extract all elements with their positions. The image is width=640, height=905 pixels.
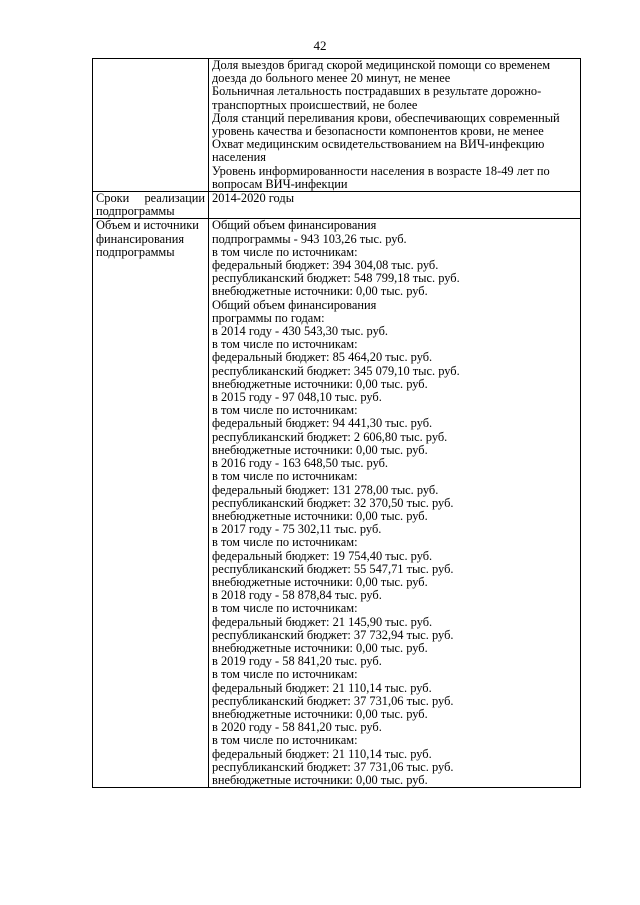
text-line: внебюджетные источники: 0,00 тыс. руб. (212, 442, 428, 457)
text-line: в 2019 году - 58 841,20 тыс. руб. (212, 654, 382, 669)
text-line: республиканский бюджет: 32 370,50 тыс. руб. (212, 495, 454, 510)
row-content-cell (209, 219, 581, 788)
text-line: Больничная летальность пострадавших в результате дорожно- (212, 84, 542, 99)
text-line: 2014-2020 годы (212, 191, 295, 206)
text-line: республиканский бюджет: 548 799,18 тыс. руб. (212, 271, 460, 286)
text-line: Общий объем финансирования (212, 218, 377, 233)
text-line: федеральный бюджет: 131 278,00 тыс. руб. (212, 482, 439, 497)
text-line: внебюджетные источники: 0,00 тыс. руб. (212, 376, 428, 391)
text-line: вопросам ВИЧ-инфекции (212, 176, 348, 191)
text-line: транспортных происшествий, не более (212, 97, 418, 112)
text-line: подпрограммы - 943 103,26 тыс. руб. (212, 231, 407, 246)
row-label-cell (93, 59, 209, 192)
table-row-funding (93, 219, 581, 788)
text-line: подпрограммы (96, 204, 175, 219)
text-line: федеральный бюджет: 19 754,40 тыс. руб. (212, 548, 433, 563)
text-line: Уровень информированности населения в возрасте 18-49 лет по (212, 163, 550, 178)
text-line: республиканский бюджет: 37 731,06 тыс. руб. (212, 759, 454, 774)
text-line: республиканский бюджет: 37 732,94 тыс. руб. (212, 627, 454, 642)
text-line: в том числе по источникам: (212, 244, 358, 259)
text-line: федеральный бюджет: 21 145,90 тыс. руб. (212, 614, 433, 629)
text-line: республиканский бюджет: 345 079,10 тыс. руб. (212, 363, 460, 378)
text-line: в 2020 году - 58 841,20 тыс. руб. (212, 720, 382, 735)
text-line: в том числе по источникам: (212, 535, 358, 550)
text-line: внебюджетные источники: 0,00 тыс. руб. (212, 508, 428, 523)
text-line: в 2016 году - 163 648,50 тыс. руб. (212, 456, 389, 471)
text-line: федеральный бюджет: 21 110,14 тыс. руб. (212, 680, 432, 695)
text-line: в том числе по источникам: (212, 403, 358, 418)
text-line: внебюджетные источники: 0,00 тыс. руб. (212, 640, 428, 655)
text-line: в том числе по источникам: (212, 667, 358, 682)
text-line: в том числе по источникам: (212, 337, 358, 352)
text-line: республиканский бюджет: 2 606,80 тыс. руб. (212, 429, 448, 444)
text-line: федеральный бюджет: 21 110,14 тыс. руб. (212, 746, 432, 761)
text-line: в 2017 году - 75 302,11 тыс. руб. (212, 522, 382, 537)
text-line: в 2014 году - 430 543,30 тыс. руб. (212, 324, 389, 339)
text-line: в том числе по источникам: (212, 733, 358, 748)
table-row-timeframe (93, 192, 581, 219)
subprogram-passport-table (92, 58, 581, 788)
text-line: доезда до больного менее 20 минут, не менее (212, 71, 451, 86)
row-label-cell (93, 219, 209, 788)
row-content-cell (209, 192, 581, 219)
text-line: Объем и источники (96, 218, 199, 233)
text-line: в 2018 году - 58 878,84 тыс. руб. (212, 588, 382, 603)
text-line: в том числе по источникам: (212, 469, 358, 484)
text-line: республиканский бюджет: 37 731,06 тыс. руб. (212, 693, 454, 708)
table-row-indicators (93, 59, 581, 192)
row-label-cell (93, 192, 209, 219)
text-line: федеральный бюджет: 94 441,30 тыс. руб. (212, 416, 433, 431)
text-line: республиканский бюджет: 55 547,71 тыс. руб. (212, 561, 454, 576)
label-word: реализации (144, 191, 205, 206)
label-lines (96, 205, 205, 218)
text-line: уровень качества и безопасности компонентов крови, не менее (212, 124, 544, 139)
text-line: федеральный бюджет: 85 464,20 тыс. руб. (212, 350, 433, 365)
text-line: Доля выездов бригад скорой медицинской помощи со временем (212, 58, 551, 72)
text-line: подпрограммы (96, 244, 175, 259)
text-line: федеральный бюджет: 394 304,08 тыс. руб. (212, 258, 439, 273)
text-line: внебюджетные источники: 0,00 тыс. руб. (212, 706, 428, 721)
text-line: в 2015 году - 97 048,10 тыс. руб. (212, 390, 382, 405)
text-line: Охват медицинским освидетельствованием на ВИЧ-инфекцию (212, 137, 545, 152)
row-content-cell (209, 59, 581, 192)
text-line: внебюджетные источники: 0,00 тыс. руб. (212, 574, 428, 589)
label-word: Сроки (96, 191, 130, 206)
text-line: Доля станций переливания крови, обеспечивающих современный (212, 110, 560, 125)
text-line: внебюджетные источники: 0,00 тыс. руб. (212, 284, 428, 299)
text-line: населения (212, 150, 266, 165)
text-line: внебюджетные источники: 0,00 тыс. руб. (212, 772, 428, 787)
text-line: в том числе по источникам: (212, 601, 358, 616)
text-line: программы по годам: (212, 310, 325, 325)
text-line: финансирования (96, 231, 185, 246)
text-line: Общий объем финансирования (212, 297, 377, 312)
page-number: 42 (313, 38, 327, 53)
